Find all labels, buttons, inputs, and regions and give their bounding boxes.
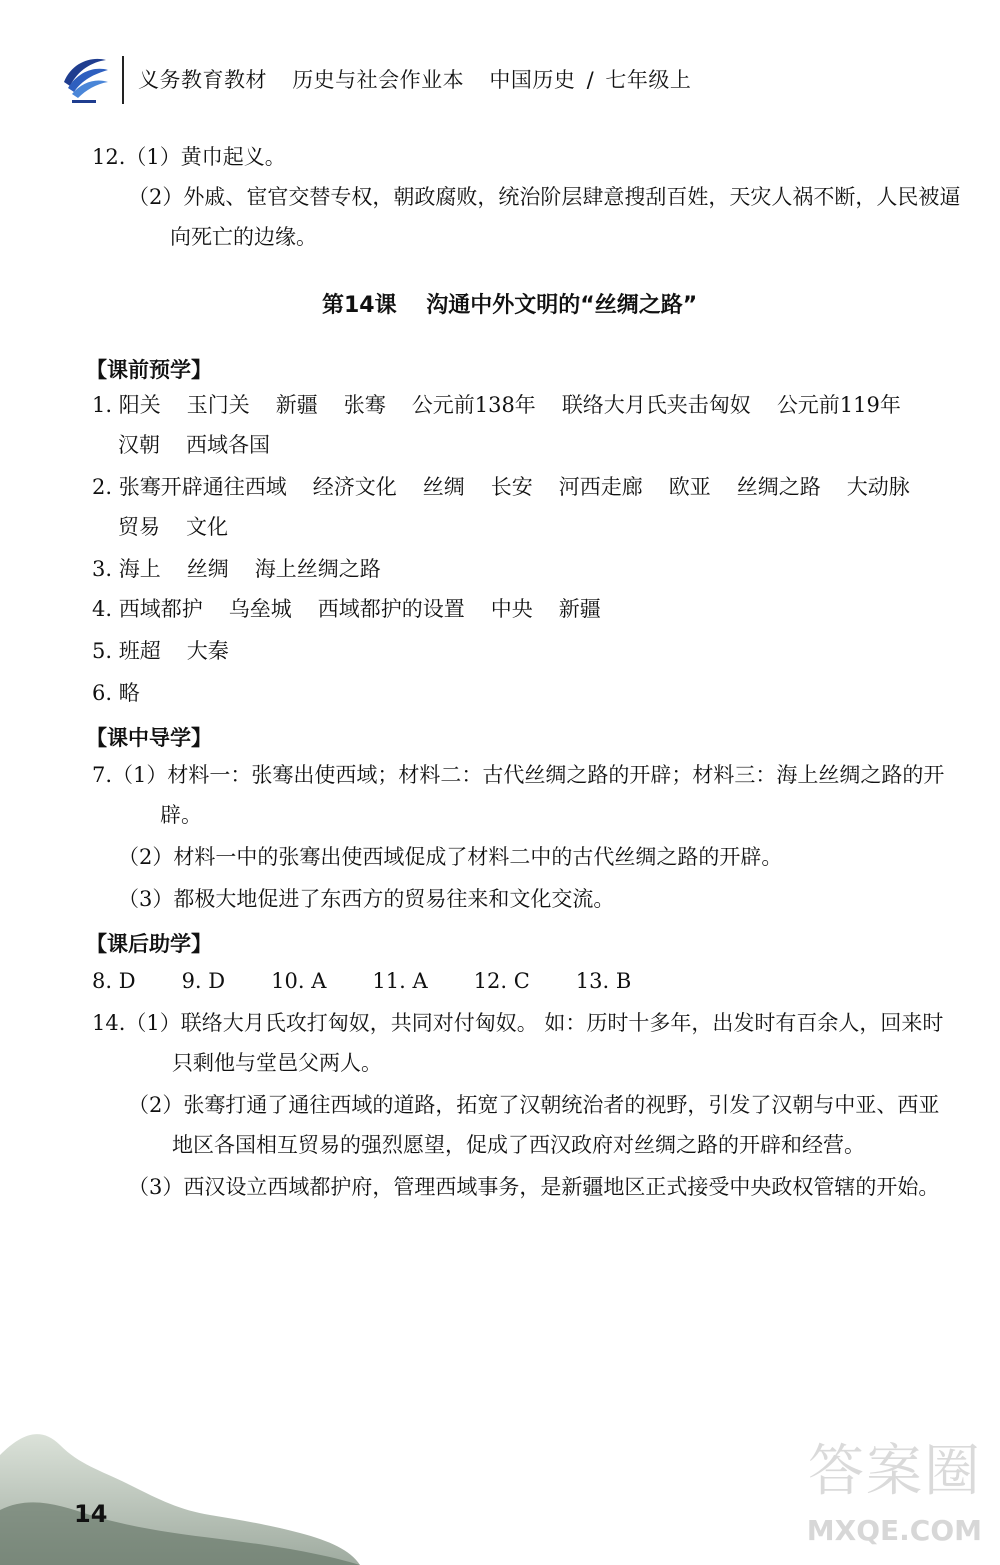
section-pre-study: 【课前预学】 <box>86 358 212 382</box>
section-in-class: 【课中导学】 <box>86 726 212 750</box>
header-series: 义务教育教材 <box>138 68 267 92</box>
pre-q3: 3. 海上 丝绸 海上丝绸之路 <box>92 557 381 581</box>
header-slash: / <box>586 68 595 92</box>
lesson-number: 第14课 <box>322 293 397 318</box>
mountain-decoration-icon <box>0 1415 360 1565</box>
page-number: 14 <box>74 1500 108 1528</box>
page-header <box>58 52 758 112</box>
header-grade: 七年级上 <box>605 68 692 92</box>
header-divider <box>122 56 124 104</box>
lesson-name: 沟通中外文明的“丝绸之路” <box>426 293 698 318</box>
pre-q4: 4. 西域都护 乌垒城 西域都护的设置 中央 新疆 <box>92 597 601 621</box>
q7-part2: （2）材料一中的张骞出使西域促成了材料二中的古代丝绸之路的开辟。 <box>118 845 783 869</box>
post-answers-row: 8. D 9. D 10. A 11. A 12. C 13. B <box>92 969 632 993</box>
q7-part1-cont: 辟。 <box>160 803 202 827</box>
q7-part3: （3）都极大地促进了东西方的贸易往来和文化交流。 <box>118 887 615 911</box>
q14-part1-cont: 只剩他与堂邑父两人。 <box>172 1051 382 1075</box>
watermark-logo: 答案圈 MXQE.COM <box>806 1439 982 1547</box>
q14-part3: （3）西汉设立西域都护府，管理西域事务，是新疆地区正式接受中央政权管辖的开始。 <box>128 1175 940 1199</box>
q12-part2: （2）外戚、宦官交替专权，朝政腐败，统治阶层肆意搜刮百姓，天灾人祸不断，人民被逼 <box>128 185 961 209</box>
pre-q2-line2: 贸易 文化 <box>118 515 228 539</box>
q14-part2: （2）张骞打通了通往西域的道路，拓宽了汉朝统治者的视野，引发了汉朝与中亚、西亚 <box>128 1093 940 1117</box>
q14-part2-cont: 地区各国相互贸易的强烈愿望，促成了西汉政府对丝绸之路的开辟和经营。 <box>172 1133 865 1157</box>
q7-part1: 7.（1）材料一：张骞出使西域；材料二：古代丝绸之路的开辟；材料三：海上丝绸之路的开 <box>92 763 945 787</box>
pre-q6: 6. 略 <box>92 681 140 705</box>
q12-part1: 12.（1）黄巾起义。 <box>92 145 286 169</box>
q12-part2-cont: 向死亡的边缘。 <box>170 225 317 249</box>
header-book: 历史与社会作业本 <box>292 68 465 92</box>
section-after-class: 【课后助学】 <box>86 932 212 956</box>
publisher-logo-icon <box>58 52 110 106</box>
q14-part1: 14.（1）联络大月氏攻打匈奴，共同对付匈奴。 如：历时十多年，出发时有百余人，回来时 <box>92 1011 944 1035</box>
pre-q1-line2: 汉朝 西域各国 <box>118 433 270 457</box>
pre-q2-line1: 2. 张骞开辟通往西域 经济文化 丝绸 长安 河西走廊 欧亚 丝绸之路 大动脉 <box>92 475 910 499</box>
header-subject: 中国历史 <box>489 68 576 92</box>
lesson-title <box>322 288 697 319</box>
pre-q5: 5. 班超 大秦 <box>92 639 229 663</box>
pre-q1-line1: 1. 阳关 玉门关 新疆 张骞 公元前138年 联络大月氏夹击匈奴 公元前119年 <box>92 393 901 417</box>
book-title <box>138 64 691 94</box>
